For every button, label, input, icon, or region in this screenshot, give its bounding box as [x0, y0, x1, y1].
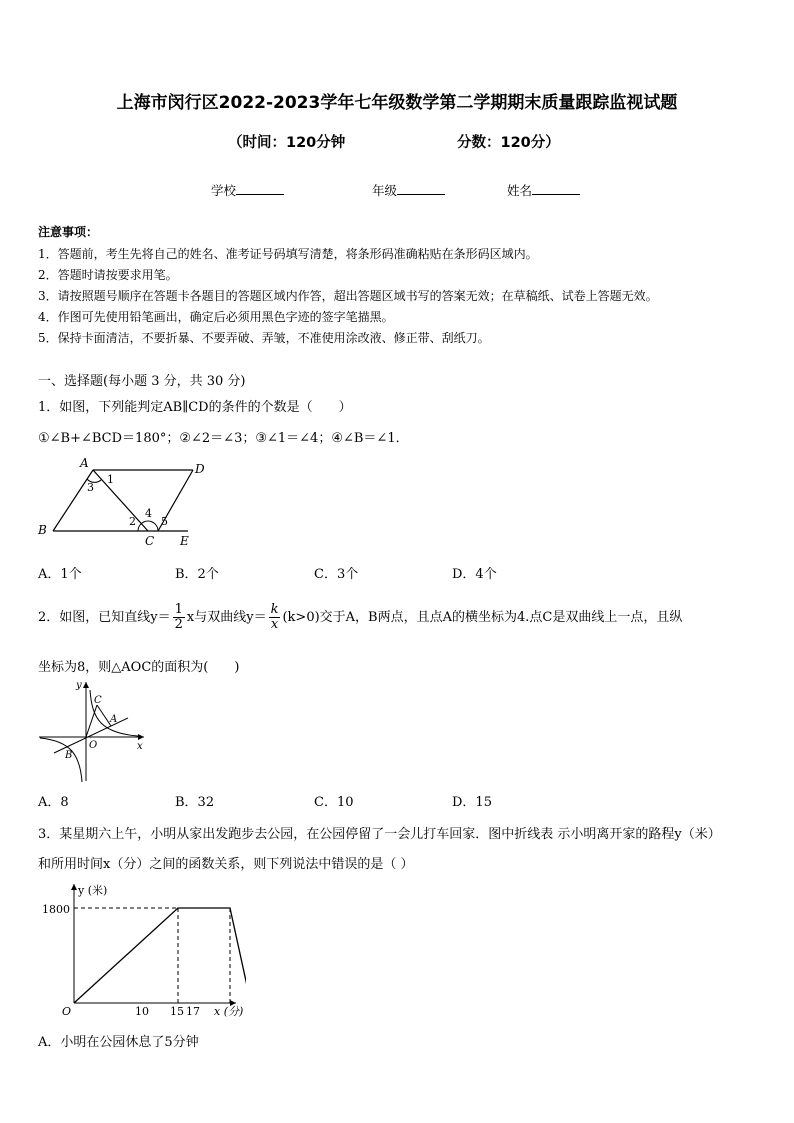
grade-field [372, 181, 445, 199]
school-field [211, 181, 284, 199]
q2-suffix: (k>0)交于A，B两点，且点A的横坐标为4.点C是双曲线上一点，且纵 [282, 610, 683, 625]
q1-option-b: B．2个 [175, 567, 219, 582]
notice-item-3: 3．请按照题号顺序在答题卡各题目的答题区域内作答，超出答题区域书写的答案无效；在草稿纸、试卷上答题无效。 [38, 289, 658, 303]
point-C-label: C [94, 695, 102, 706]
q1-stem: 1．如图，下列能判定AB∥CD的条件的个数是（ ） [38, 400, 352, 415]
q2-figure [36, 676, 151, 784]
angle-1: 1 [107, 473, 114, 486]
q2-option-b: B．32 [175, 795, 215, 810]
q1-option-c: C．3个 [314, 567, 359, 582]
angle-5: 5 [161, 515, 168, 528]
axis-y-label: y [76, 680, 82, 691]
q1-conditions: ①∠B+∠BCD＝180°；②∠2＝∠3；③∠1＝∠4；④∠B＝∠1． [38, 431, 409, 446]
score-label: 分数：120分） [457, 135, 560, 151]
distance-line [74, 908, 246, 1003]
fraction-denominator: x [270, 617, 279, 632]
fraction-denominator: 2 [174, 617, 183, 632]
y-axis-label: y (米) [78, 884, 108, 897]
q2-mid: x与双曲线y＝ [186, 610, 267, 625]
label-D: D [195, 462, 205, 476]
point-B-label: B [65, 750, 73, 761]
name-label: 姓名 [507, 183, 533, 198]
notice-item-5: 5．保持卡面清洁，不要折暴、不要弄破、弄皱，不准使用涂改液、修正带、刮纸刀。 [38, 331, 490, 345]
grade-label: 年级 [372, 183, 398, 198]
name-blank [532, 182, 580, 195]
label-E: E [180, 534, 189, 548]
fraction-numerator: k [270, 602, 279, 617]
notice-item-4: 4．作图可先使用铅笔画出，确定后必须用黑色字迹的签字笔描黑。 [38, 310, 394, 324]
origin-label: O [62, 1005, 72, 1018]
q1-option-d: D．4个 [452, 567, 497, 582]
q2-line2: 坐标为8，则△AOC的面积为( ) [38, 660, 240, 675]
point-A-label: A [110, 714, 118, 725]
q2-stem [38, 598, 682, 638]
q3-chart [36, 878, 246, 1020]
angle-2: 2 [129, 515, 136, 528]
q2-option-c: C．10 [314, 795, 354, 810]
notice-item-2: 2．答题时请按要求用笔。 [38, 268, 178, 282]
q3-line1: 3．某星期六上午，小明从家出发跑步去公园，在公园停留了一会儿打车回家．图中折线表 示小明离开家的路程y（米） [38, 827, 721, 842]
axis-x-label: x [137, 741, 143, 752]
name-field [507, 181, 580, 199]
x-tick-15: 15 [170, 1005, 184, 1018]
origin-label: O [89, 740, 98, 751]
section-heading: 一、选择题(每小题 3 分，共 30 分) [38, 374, 246, 389]
exam-title: 上海市闵行区2022-2023学年七年级数学第二学期期末质量跟踪监视试题 [116, 93, 678, 113]
q2-option-d: D．15 [452, 795, 492, 810]
fraction-numerator: 1 [174, 602, 183, 617]
q3-line2: 和所用时间x（分）之间的函数关系，则下列说法中错误的是（ ） [38, 857, 414, 872]
fraction-k-over-x [269, 603, 281, 632]
notice-title: 注意事项： [38, 225, 99, 239]
time-label: （时间：120分钟 [228, 135, 346, 151]
label-C: C [145, 534, 155, 548]
notice-item-1: 1．答题前，考生先将自己的姓名、准考证号码填写清楚，将条形码准确粘贴在条形码区域内。 [38, 247, 538, 261]
y-tick-1800: 1800 [42, 903, 70, 916]
q2-option-a: A．8 [38, 795, 69, 810]
x-tick-10: 10 [135, 1005, 149, 1018]
grade-blank [397, 182, 445, 195]
x-tick-17: 17 [186, 1005, 200, 1018]
q1-figure [30, 455, 205, 550]
school-label: 学校 [211, 183, 237, 198]
angle-3: 3 [87, 481, 94, 494]
q3-option-a: A．小明在公园休息了5分钟 [38, 1035, 199, 1050]
x-axis-label: x (分) [214, 1005, 244, 1018]
q2-prefix: 2．如图，已知直线y＝ [38, 610, 171, 625]
school-blank [236, 182, 284, 195]
label-A: A [80, 456, 89, 470]
q1-option-a: A．1个 [38, 567, 82, 582]
angle-4: 4 [145, 507, 152, 520]
fraction-one-half [173, 603, 185, 632]
label-B: B [38, 523, 47, 537]
